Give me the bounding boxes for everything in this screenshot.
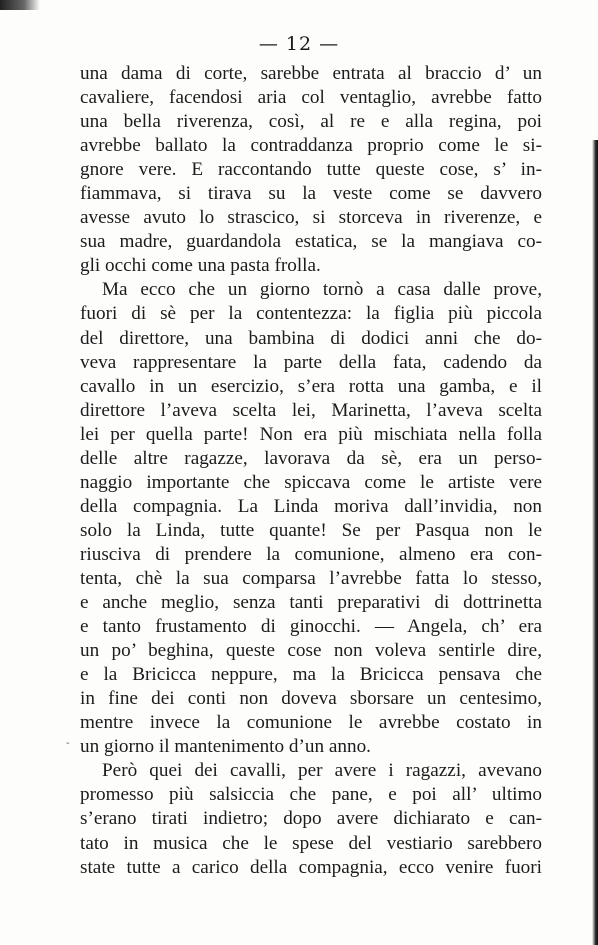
text-line: della compagnia. La Linda moriva dall’invidia, non [80,495,542,517]
margin-dash-mark: - [66,738,70,749]
text-line: cavallo in un esercizio, s’era rotta una gamba, e il [80,375,542,397]
text-line: Però quei dei cavalli, per avere i ragazzi, avevano [102,760,542,782]
scan-right-edge [592,140,598,945]
text-line: lei per quella parte! Non era più mischiata nella folla [80,423,542,445]
text-line: naggio importante che spiccava come le artiste vere [80,471,542,493]
text-line: fiammava, si tirava su la veste come se davvero [80,183,542,205]
text-line: avrebbe ballato la contraddanza proprio come le si- [80,135,542,157]
text-line: veva rappresentare la parte della fata, cadendo da [80,351,542,373]
text-line: e anche meglio, senza tanti preparativi di dottrinetta [80,592,542,614]
scan-corner-shadow [0,0,40,10]
text-line: in fine dei conti non doveva sborsare un centesimo, [80,688,542,710]
text-line: state tutte a carico della compagnia, ecco venire fuori [80,856,542,878]
body-text [80,62,542,880]
text-line: avesse avuto lo strascico, si storceva in riverenze, e [80,207,542,229]
text-line: del direttore, una bambina di dodici anni che do- [80,327,542,349]
text-line: mentre invece la comunione le avrebbe costato in [80,712,542,734]
text-line: Ma ecco che un giorno tornò a casa dalle prove, [102,279,542,301]
text-line: cavaliere, facendosi aria col ventaglio, avrebbe fatto [80,87,542,109]
text-line: tenta, chè la sua comparsa l’avrebbe fatta lo stesso, [80,567,542,589]
text-line: e tanto frustamento di ginocchi. — Angela, ch’ era [80,616,542,638]
text-line: tato in musica che le spese del vestiario sarebbero [80,832,542,854]
text-line: gnore vere. E raccontando tutte queste cose, s’ in- [80,159,542,181]
text-line: un giorno il mantenimento d’un anno. [80,736,371,758]
text-line: una bella riverenza, così, al re e alla regina, poi [80,111,542,133]
text-line: s’erano tirati indietro; dopo avere dichiarato e can- [80,808,542,830]
text-line: e la Bricicca neppure, ma la Bricicca pensava che [80,664,542,686]
page-number: — 12 — [258,33,340,55]
text-line: fuori di sè per la contentezza: la figlia più piccola [80,303,542,325]
text-line: solo la Linda, tutte quante! Se per Pasqua non le [80,519,542,541]
text-line: una dama di corte, sarebbe entrata al braccio d’ un [80,63,542,84]
text-line: sua madre, guardandola estatica, se la mangiava co- [80,231,542,253]
text-line: un po’ beghina, queste cose non voleva sentirle dire, [80,640,542,662]
text-line: promesso più salsiccia che pane, e poi all’ ultimo [80,784,542,806]
text-line: delle altre ragazze, lavorava da sè, era un perso- [80,447,542,469]
text-line: gli occhi come una pasta frolla. [80,255,321,277]
text-line: riusciva di prendere la comunione, almeno era con- [80,543,542,565]
text-line: direttore l’aveva scelta lei, Marinetta, l’aveva scelta [80,399,542,421]
